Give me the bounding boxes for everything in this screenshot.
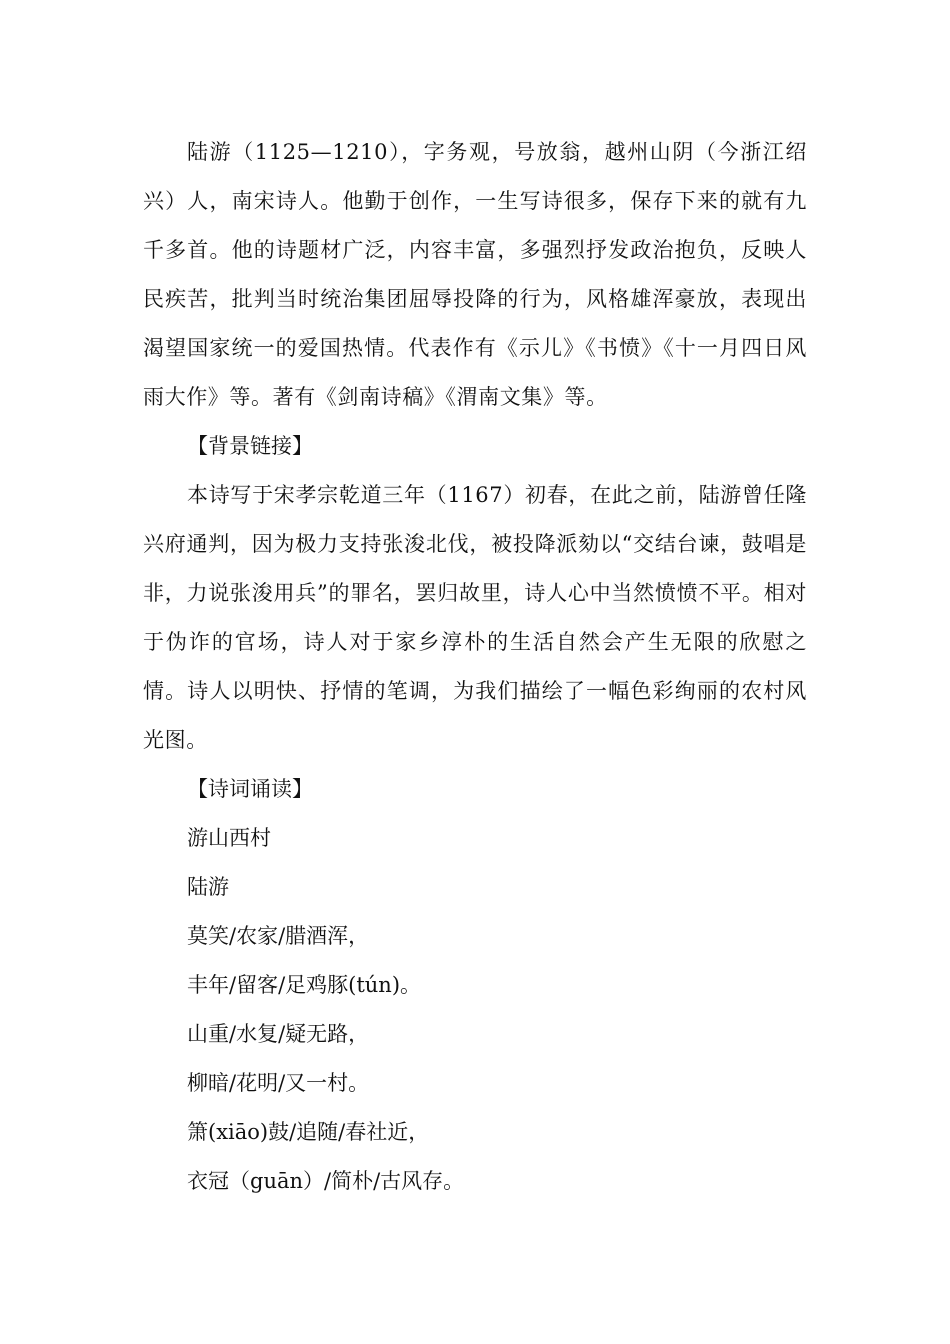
background-heading: 【背景链接】 <box>187 434 313 458</box>
poem-line: 山重/水复/疑无路， <box>187 1022 370 1046</box>
poem-line: 衣冠（guān）/简朴/古风存。 <box>187 1169 465 1193</box>
author-biography-paragraph: 陆游（1125—1210），字务观，号放翁，越州山阴（今浙江绍兴）人，南宋诗人。他勤于创作，一生写诗很多，保存下来的就有九千多首。他的诗题材广泛，内容丰富，多强烈抒发政治抱负，反映人民疾苦，批判当时统治集团屈辱投降的行为，风格雄浑豪放，表现出渴望国家统一的爱国热情。代表作有《示儿》《书愤》《十一月四日风雨大作》等。著有《剑南诗稿》《渭南文集》等。 <box>143 140 808 409</box>
poem-line: 莫笑/农家/腊酒浑， <box>187 924 370 948</box>
poem-line: 箫(xiāo)鼓/追随/春社近， <box>187 1120 430 1144</box>
poem-author: 陆游 <box>187 875 229 899</box>
poem-line: 柳暗/花明/又一村。 <box>187 1071 370 1095</box>
background-paragraph: 本诗写于宋孝宗乾道三年（1167）初春，在此之前，陆游曾任隆兴府通判，因为极力支持张浚北伐，被投降派劾以“交结台谏，鼓唱是非，力说张浚用兵”的罪名，罢归故里，诗人心中当然愤愤不平。相对于伪诈的官场，诗人对于家乡淳朴的生活自然会产生无限的欣慰之情。诗人以明快、抒情的笔调，为我们描绘了一幅色彩绚丽的农村风光图。 <box>143 483 807 752</box>
poem-line: 丰年/留客/足鸡豚(tún)。 <box>187 973 422 997</box>
recitation-heading: 【诗词诵读】 <box>187 777 313 801</box>
poem-title: 游山西村 <box>187 826 271 850</box>
document-page <box>143 128 807 1206</box>
